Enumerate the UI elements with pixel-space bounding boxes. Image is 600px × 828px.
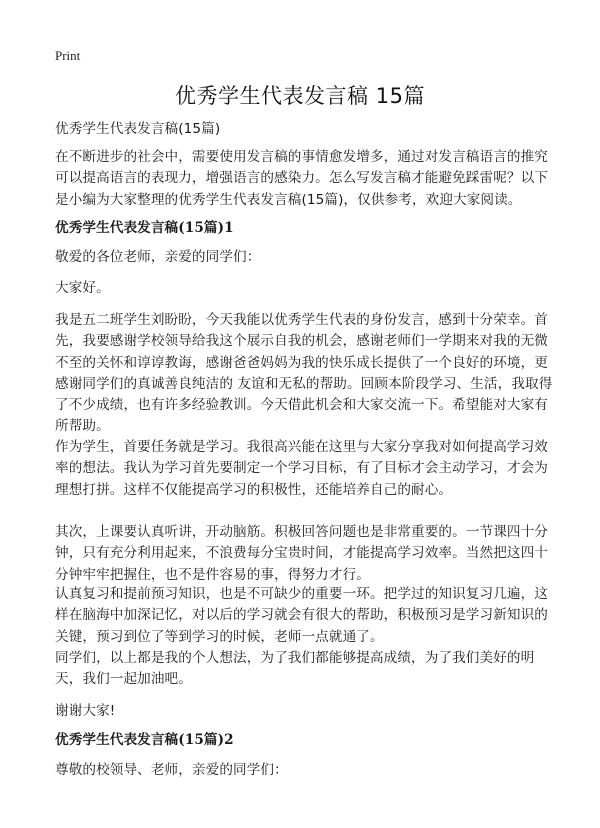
page-title: 优秀学生代表发言稿 15篇 [175, 84, 425, 108]
greeting-paragraph: 敬爱的各位老师，亲爱的同学们： [55, 249, 261, 265]
body-paragraph-2: 作为学生，首要任务就是学习。我很高兴能在这里与大家分享我对如何提高学习效率的想法。我认为学习首先要制定一个学习目标，有了目标才会主动学习，才会为理想打拼。这样不仅能提高学习的积极性，还能培养自己的耐心。 [55, 439, 548, 498]
section-heading-2: 优秀学生代表发言稿(15篇)2 [55, 732, 234, 748]
document-subtitle: 优秀学生代表发言稿(15篇) [55, 121, 221, 137]
section-heading-1: 优秀学生代表发言稿(15篇)1 [55, 220, 234, 236]
greeting-paragraph-2: 尊敬的校领导、老师，亲爱的同学们： [55, 762, 288, 778]
hello-paragraph: 大家好。 [55, 280, 110, 296]
thanks-paragraph: 谢谢大家! [55, 703, 116, 719]
body-paragraph-4: 认真复习和提前预习知识，也是不可缺少的重要一环。把学过的知识复习几遍，这样在脑海中加深记忆，对以后的学习就会有很大的帮助，积极预习是学习新知识的关键，预习到位了等到学习的时候，老师一点就通了。 [55, 586, 548, 645]
body-paragraph-3: 其次，上课要认真听讲，开动脑筋。积极回答问题也是非常重要的。一节课四十分钟，只有充分利用起来，不浪费每分宝贵时间，才能提高学习效率。当然把这四十分钟牢牢把握住，也不是件容易的事，得努力才行。 [55, 524, 548, 583]
body-paragraph-5: 同学们，以上都是我的个人想法，为了我们都能够提高成绩，为了我们美好的明天，我们一起加油吧。 [55, 650, 535, 688]
body-paragraph-1: 我是五二班学生刘盼盼，今天我能以优秀学生代表的身份发言，感到十分荣幸。首先，我要感谢学校领导给我这个展示自我的机会，感谢老师们一学期来对我的无微不至的关怀和谆谆教诲，感谢爸爸妈妈为我的快乐成长提供了一个良好的环境，更感谢同学们的真诚善良纯洁的 友谊和无私的帮助。回顾本阶段学习、生活，我取得了不少成绩，也有许多经验教训。今天借此机会和大家交流一下。希望能对大家有所帮助。 [55, 312, 553, 435]
print-link[interactable]: Print [55, 48, 81, 63]
intro-paragraph: 在不断进步的社会中，需要使用发言稿的事情愈发增多，通过对发言稿语言的推究可以提高语言的表现力，增强语言的感染力。怎么写发言稿才能避免踩雷呢？以下是小编为大家整理的优秀学生代表发言稿(15篇)，仅供参考，欢迎大家阅读。 [55, 149, 548, 208]
